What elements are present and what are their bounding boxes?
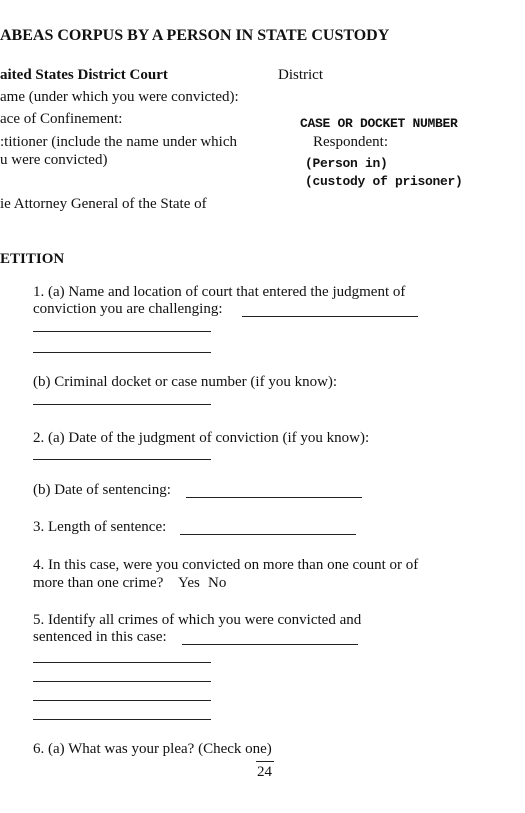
option-no[interactable]: No [208, 575, 227, 591]
name-label: ame (under which you were convicted): [0, 89, 239, 105]
question-4-line2: more than one crime? [33, 575, 164, 591]
attorney-general-label: ie Attorney General of the State of [0, 196, 207, 212]
page-number: 24 [257, 764, 272, 780]
respondent-note-line2: (custody of prisoner) [305, 174, 463, 189]
page-number-overline [256, 761, 274, 762]
answer-line-2a[interactable] [33, 459, 211, 460]
answer-line-1a-3[interactable] [33, 352, 211, 353]
question-5-line2: sentenced in this case: [33, 629, 167, 645]
answer-line-5-5[interactable] [33, 719, 211, 720]
district-label: District [278, 67, 323, 83]
petitioner-label-line1: :titioner (include the name under which [0, 134, 238, 150]
place-of-confinement-label: ace of Confinement: [0, 111, 123, 127]
answer-line-5-2[interactable] [33, 662, 211, 663]
question-6a: 6. (a) What was your plea? (Check one) [33, 741, 272, 757]
answer-line-1b[interactable] [33, 404, 211, 405]
court-label: aited States District Court [0, 67, 168, 83]
option-yes[interactable]: Yes [178, 575, 200, 591]
question-1b: (b) Criminal docket or case number (if you know): [33, 374, 338, 390]
answer-line-5[interactable] [182, 644, 358, 645]
form-title: ABEAS CORPUS BY A PERSON IN STATE CUSTODY [0, 27, 390, 44]
section-heading: ETITION [0, 251, 65, 267]
answer-line-5-3[interactable] [33, 681, 211, 682]
case-number-label: CASE OR DOCKET NUMBER [300, 116, 458, 131]
question-1a-line2: conviction you are challenging: [33, 301, 223, 317]
respondent-label: Respondent: [313, 134, 388, 150]
question-2b: (b) Date of sentencing: [33, 482, 171, 498]
answer-line-3[interactable] [180, 534, 356, 535]
question-3: 3. Length of sentence: [33, 519, 167, 535]
answer-line-2b[interactable] [186, 497, 362, 498]
respondent-note-line1: (Person in) [305, 156, 388, 171]
question-1a-line1: 1. (a) Name and location of court that entered the judgment of [33, 284, 406, 300]
answer-line-1a[interactable] [242, 316, 418, 317]
petitioner-label-line2: u were convicted) [0, 152, 108, 168]
question-2a: 2. (a) Date of the judgment of conviction (if you know): [33, 430, 370, 446]
answer-line-1a-2[interactable] [33, 331, 211, 332]
question-5-line1: 5. Identify all crimes of which you were convicted and [33, 612, 362, 628]
question-4-line1: 4. In this case, were you convicted on more than one count or of [33, 557, 419, 573]
answer-line-5-4[interactable] [33, 700, 211, 701]
